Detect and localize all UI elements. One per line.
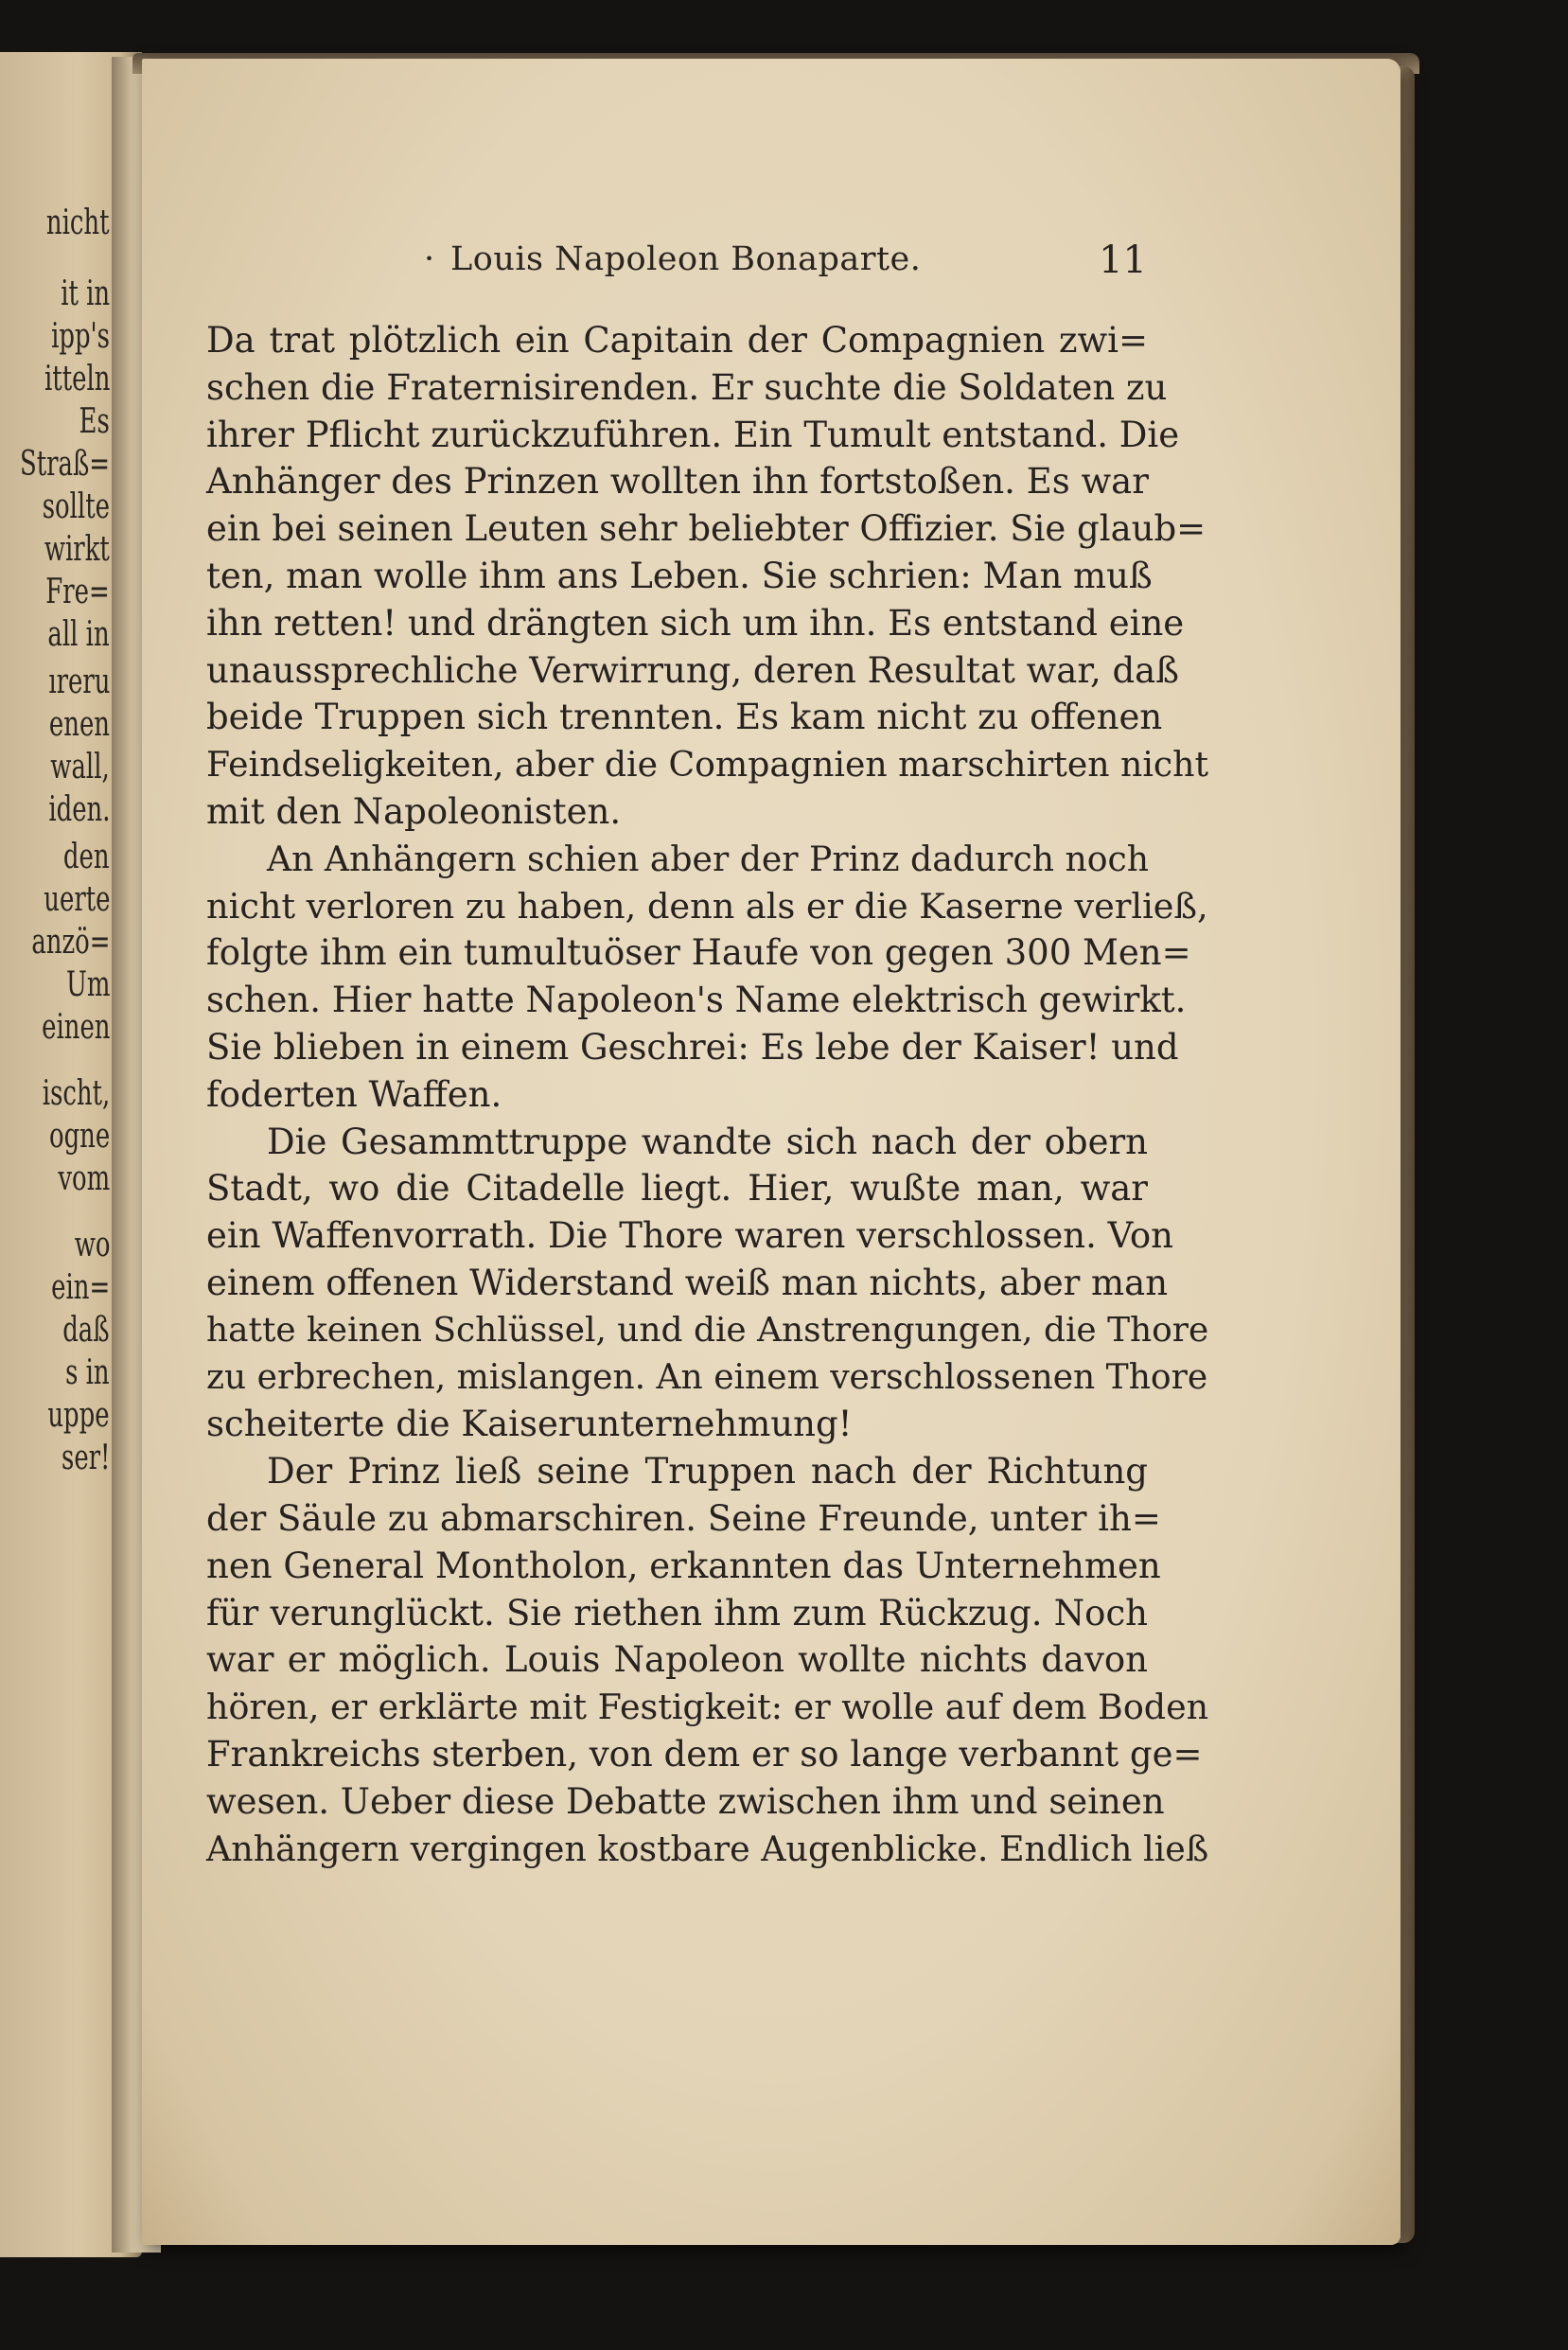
left-page-fragment: sollte — [42, 487, 110, 526]
left-page-fragment: all in — [47, 615, 110, 654]
paragraph — [206, 1119, 1209, 1449]
text-line: mit den Napoleonisten. — [206, 790, 622, 832]
text-line: Frankreichs sterben, von dem er so lange verbannt ge= — [206, 1733, 1203, 1775]
text-line: beide Truppen sich trennten. Es kam nicht zu offenen — [206, 697, 1163, 738]
left-page-fragment: ein= — [50, 1268, 110, 1307]
left-page-fragment: itteln — [44, 360, 110, 398]
left-page-fragment: wo — [74, 1226, 110, 1264]
text-line: schen die Fraternisirenden. Er suchte die Soldaten zu — [206, 366, 1168, 408]
text-line: ein Waffenvorrath. Die Thore waren verschlossen. Von — [206, 1215, 1174, 1257]
left-page-fragment: anzö= — [30, 923, 110, 962]
left-page-fragment: enen — [48, 705, 110, 744]
text-line: Sie blieben in einem Geschrei: Es lebe der Kaiser! und — [206, 1026, 1179, 1068]
text-line: ein bei seinen Leuten sehr beliebter Offizier. Sie glaub= — [206, 508, 1207, 550]
text-line: schen. Hier hatte Napoleon's Name elektrisch gewirkt. — [206, 980, 1187, 1021]
text-line: zu erbrechen, mislangen. An einem verschlossenen Thore — [206, 1357, 1208, 1397]
page-number: 11 — [1099, 239, 1147, 282]
left-page-fragment: iden. — [47, 790, 110, 829]
running-title: Louis Napoleon Bonaparte. — [450, 240, 922, 278]
running-header — [424, 239, 1147, 288]
text-line: war er möglich. Louis Napoleon wollte nichts davon — [206, 1639, 1148, 1681]
text-line: ihn retten! und drängten sich um ihn. Es entstand eine — [206, 602, 1185, 644]
text-line: Da trat plötzlich ein Capitain der Compagnien zwi= — [206, 320, 1148, 361]
left-page-fragment: vom — [58, 1159, 110, 1198]
left-page-fragment: ıreru — [47, 663, 110, 701]
header-dot: · — [424, 240, 435, 278]
text-line: scheiterte die Kaiserunternehmung! — [206, 1404, 853, 1445]
left-page-fragment: s in — [65, 1353, 110, 1392]
text-line: An Anhängern schien aber der Prinz dadurch noch — [267, 838, 1150, 879]
paragraph — [206, 317, 1208, 836]
text-line: Stadt, wo die Citadelle liegt. Hier, wußte man, war — [206, 1168, 1148, 1210]
left-page-fragment: Straß= — [19, 445, 110, 484]
left-page-fragment: den — [63, 838, 110, 876]
left-page-fragment: wirkt — [44, 530, 110, 569]
paragraph — [206, 836, 1208, 1119]
body-text — [206, 317, 1209, 1872]
text-line: hören, er erklärte mit Festigkeit: er wolle auf dem Boden — [206, 1687, 1209, 1728]
left-page-fragment: Fre= — [45, 573, 110, 611]
left-page-fragment: Es — [79, 402, 110, 441]
text-line: ten, man wolle ihm ans Leben. Sie schrien: Man muß — [206, 555, 1153, 596]
text-line: der Säule zu abmarschiren. Seine Freunde, unter ih= — [206, 1497, 1161, 1539]
left-page-fragment: ischt, — [42, 1074, 110, 1113]
text-line: Anhänger des Prinzen wollten ihn fortstoßen. Es war — [206, 461, 1149, 503]
left-page-fragment: ser! — [61, 1439, 110, 1477]
text-line: hatte keinen Schlüssel, und die Anstrengungen, die Thore — [206, 1310, 1209, 1350]
left-page-fragment: Um — [65, 965, 110, 1004]
left-page-fragment: ogne — [48, 1117, 110, 1156]
left-page-fragment: ipp's — [51, 317, 110, 356]
left-page-fragment: wall, — [50, 748, 110, 786]
text-line: wesen. Ueber diese Debatte zwischen ihm und seinen — [206, 1780, 1165, 1822]
text-line: Der Prinz ließ seine Truppen nach der Richtung — [267, 1451, 1148, 1493]
text-line: einem offenen Widerstand weiß man nichts, aber man — [206, 1262, 1169, 1303]
text-line: folgte ihm ein tumultuöser Haufe von gegen 300 Men= — [206, 932, 1191, 974]
text-line: nicht verloren zu haben, denn als er die Kaserne verließ, — [206, 885, 1208, 927]
text-line: foderten Waffen. — [206, 1073, 502, 1115]
text-line: Anhängern vergingen kostbare Augenblicke. Endlich ließ — [206, 1828, 1209, 1869]
text-line: für verunglückt. Sie riethen ihm zum Rückzug. Noch — [206, 1592, 1148, 1634]
left-page-fragment: nicht — [46, 203, 110, 242]
text-line: ihrer Pflicht zurückzuführen. Ein Tumult entstand. Die — [206, 414, 1180, 455]
paragraph — [206, 1448, 1209, 1872]
left-page-fragment: uppe — [47, 1396, 110, 1435]
text-line: Die Gesammttruppe wandte sich nach der obern — [267, 1121, 1148, 1162]
left-page-fragment: uerte — [43, 880, 110, 919]
text-line: Feindseligkeiten, aber die Compagnien marschirten nicht — [206, 744, 1208, 786]
left-page-fragment: daß — [62, 1311, 110, 1350]
text-line: unaussprechliche Verwirrung, deren Resultat war, daß — [206, 649, 1179, 691]
left-page-fragment: einen — [41, 1008, 110, 1047]
text-line: nen General Montholon, erkannten das Unternehmen — [206, 1545, 1161, 1586]
left-page-fragment: it in — [61, 274, 110, 313]
